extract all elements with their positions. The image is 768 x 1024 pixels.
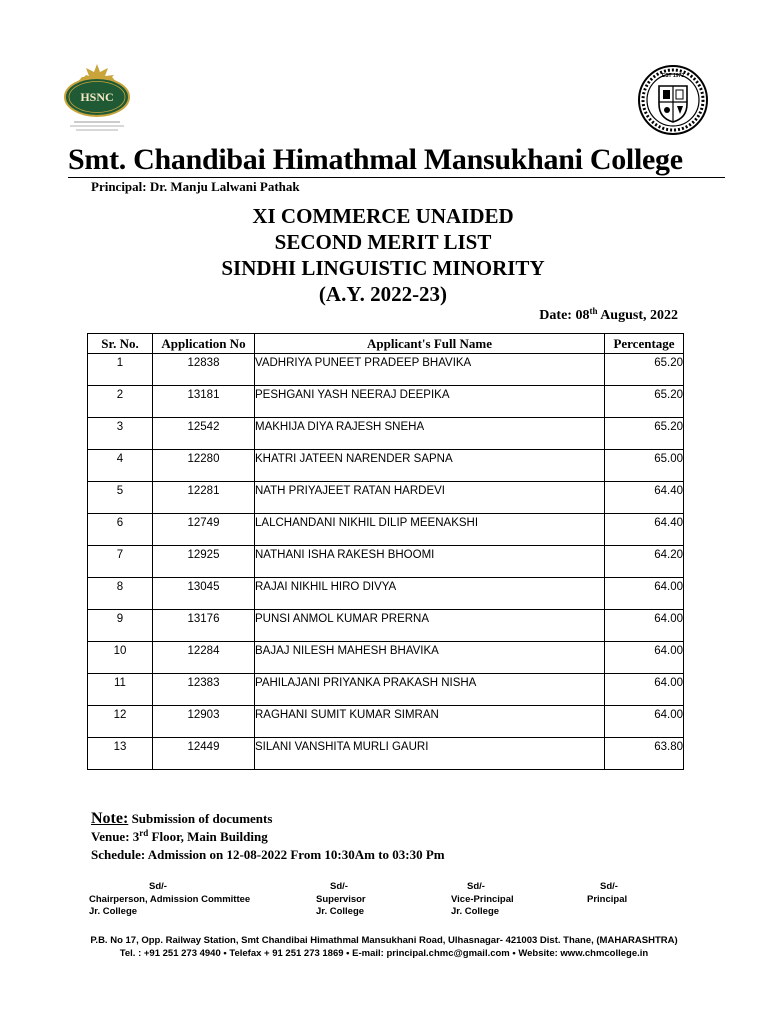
- applicant-name-cell: BAJAJ NILESH MAHESH BHAVIKA: [255, 642, 605, 674]
- application-no-cell: 12281: [153, 482, 255, 514]
- applicant-name-cell: LALCHANDANI NIKHIL DILIP MEENAKSHI: [255, 514, 605, 546]
- table-header-row: [88, 334, 684, 354]
- college-name: Smt. Chandibai Himathmal Mansukhani College: [68, 143, 683, 176]
- venue-suffix: Floor, Main Building: [148, 829, 268, 844]
- application-no-cell: 12449: [153, 738, 255, 770]
- applicant-name-cell: RAJAI NIKHIL HIRO DIVYA: [255, 578, 605, 610]
- percentage-cell: 65.20: [605, 354, 684, 386]
- percentage-cell: 64.00: [605, 674, 684, 706]
- sr-no-cell: 13: [88, 738, 153, 770]
- sr-no-cell: 7: [88, 546, 153, 578]
- note-line: [91, 810, 445, 828]
- application-no-cell: 12284: [153, 642, 255, 674]
- heading-line-4: (A.Y. 2022-23): [318, 282, 448, 306]
- signature-principal: [587, 881, 747, 906]
- application-no-cell: 12903: [153, 706, 255, 738]
- applicant-name-cell: PAHILAJANI PRIYANKA PRAKASH NISHA: [255, 674, 605, 706]
- table-row: [88, 386, 684, 418]
- application-no-cell: 13045: [153, 578, 255, 610]
- note-text: Submission of documents: [128, 811, 273, 826]
- percentage-cell: 65.20: [605, 418, 684, 450]
- table-row: [88, 354, 684, 386]
- applicant-name-cell: RAGHANI SUMIT KUMAR SIMRAN: [255, 706, 605, 738]
- applicant-name-cell: KHATRI JATEEN NARENDER SAPNA: [255, 450, 605, 482]
- application-no-cell: 13181: [153, 386, 255, 418]
- percentage-cell: 64.00: [605, 610, 684, 642]
- signature-sdf: Sd/-: [467, 881, 485, 892]
- date-sup: th: [589, 306, 598, 316]
- header-application-no: Application No: [153, 334, 255, 354]
- sr-no-cell: 2: [88, 386, 153, 418]
- crest-text: EST 1972: [661, 73, 685, 79]
- signature-sub: Jr. College: [89, 906, 138, 917]
- schedule-line: Schedule: Admission on 12-08-2022 From 10:30Am to 03:30 Pm: [91, 847, 445, 862]
- signature-title: Chairperson, Admission Committee: [89, 893, 251, 905]
- hsnc-logo-text: HSNC: [80, 90, 114, 104]
- percentage-cell: 64.00: [605, 706, 684, 738]
- application-no-cell: 12542: [153, 418, 255, 450]
- signature-title: Vice-Principal: [451, 893, 514, 905]
- applicant-name-cell: SILANI VANSHITA MURLI GAURI: [255, 738, 605, 770]
- table-row: [88, 546, 684, 578]
- applicant-name-cell: NATH PRIYAJEET RATAN HARDEVI: [255, 482, 605, 514]
- sr-no-cell: 6: [88, 514, 153, 546]
- heading-line-3: SINDHI LINGUISTIC MINORITY: [221, 256, 545, 280]
- header-sr-no: Sr. No.: [88, 334, 153, 354]
- applicant-name-cell: NATHANI ISHA RAKESH BHOOMI: [255, 546, 605, 578]
- venue-sup: rd: [139, 828, 149, 838]
- footer-address: P.B. No 17, Opp. Railway Station, Smt Chandibai Himathmal Mansukhani Road, Ulhasnagar- 421003 Dist. Thane, (MAHARASHTRA): [90, 935, 678, 946]
- sr-no-cell: 8: [88, 578, 153, 610]
- sr-no-cell: 3: [88, 418, 153, 450]
- sr-no-cell: 9: [88, 610, 153, 642]
- application-no-cell: 12838: [153, 354, 255, 386]
- college-crest-logo: [637, 64, 709, 136]
- table-body: [88, 354, 684, 770]
- heading-line-2: SECOND MERIT LIST: [274, 230, 492, 254]
- sr-no-cell: 11: [88, 674, 153, 706]
- table-row: [88, 578, 684, 610]
- sr-no-cell: 1: [88, 354, 153, 386]
- percentage-cell: 65.00: [605, 450, 684, 482]
- signature-title: Principal: [587, 893, 628, 905]
- signature-sdf: Sd/-: [600, 881, 618, 892]
- header-percentage: Percentage: [605, 334, 684, 354]
- application-no-cell: 12749: [153, 514, 255, 546]
- table-row: [88, 450, 684, 482]
- applicant-name-cell: MAKHIJA DIYA RAJESH SNEHA: [255, 418, 605, 450]
- signature-sdf: Sd/-: [149, 881, 167, 892]
- percentage-cell: 64.00: [605, 578, 684, 610]
- applicant-name-cell: PUNSI ANMOL KUMAR PRERNA: [255, 610, 605, 642]
- table-row: [88, 642, 684, 674]
- table-row: [88, 482, 684, 514]
- application-no-cell: 12383: [153, 674, 255, 706]
- note-section: [91, 810, 445, 864]
- table-row: [88, 514, 684, 546]
- table-row: [88, 706, 684, 738]
- application-no-cell: 12925: [153, 546, 255, 578]
- note-label: Note:: [91, 810, 129, 827]
- footer: [60, 934, 708, 960]
- table-row: [88, 610, 684, 642]
- application-no-cell: 13176: [153, 610, 255, 642]
- table-row: [88, 674, 684, 706]
- sr-no-cell: 4: [88, 450, 153, 482]
- signature-sub: Jr. College: [451, 906, 500, 917]
- percentage-cell: 65.20: [605, 386, 684, 418]
- merit-table: [87, 333, 684, 770]
- percentage-cell: 64.20: [605, 546, 684, 578]
- signature-chairperson: [89, 881, 259, 919]
- applicant-name-cell: PESHGANI YASH NEERAJ DEEPIKA: [255, 386, 605, 418]
- percentage-cell: 64.40: [605, 482, 684, 514]
- hsnc-logo: [62, 62, 132, 140]
- principal-name: Principal: Dr. Manju Lalwani Pathak: [91, 179, 300, 194]
- footer-contact: Tel. : +91 251 273 4940 • Telefax + 91 251 273 1869 • E-mail: principal.chmc@gmail.com • Website: www.chmcollege.in: [119, 948, 649, 959]
- percentage-cell: 64.00: [605, 642, 684, 674]
- sr-no-cell: 10: [88, 642, 153, 674]
- percentage-cell: 63.80: [605, 738, 684, 770]
- signatures: [89, 881, 709, 923]
- date-prefix: Date: 08: [539, 308, 590, 323]
- applicant-name-cell: VADHRIYA PUNEET PRADEEP BHAVIKA: [255, 354, 605, 386]
- header-rule: [68, 177, 725, 178]
- table-row: [88, 738, 684, 770]
- sr-no-cell: 5: [88, 482, 153, 514]
- signature-sdf: Sd/-: [330, 881, 348, 892]
- signature-title: Supervisor: [316, 893, 366, 905]
- percentage-cell: 64.40: [605, 514, 684, 546]
- venue-prefix: Venue: 3: [91, 829, 140, 844]
- table-row: [88, 418, 684, 450]
- merit-list-heading: [100, 203, 666, 307]
- application-no-cell: 12280: [153, 450, 255, 482]
- signature-sub: Jr. College: [316, 906, 365, 917]
- venue-line: [91, 828, 445, 846]
- sr-no-cell: 12: [88, 706, 153, 738]
- list-date: [480, 308, 678, 324]
- date-suffix: August, 2022: [597, 308, 678, 323]
- heading-line-1: XI COMMERCE UNAIDED: [252, 204, 514, 228]
- header-full-name: Applicant's Full Name: [255, 334, 605, 354]
